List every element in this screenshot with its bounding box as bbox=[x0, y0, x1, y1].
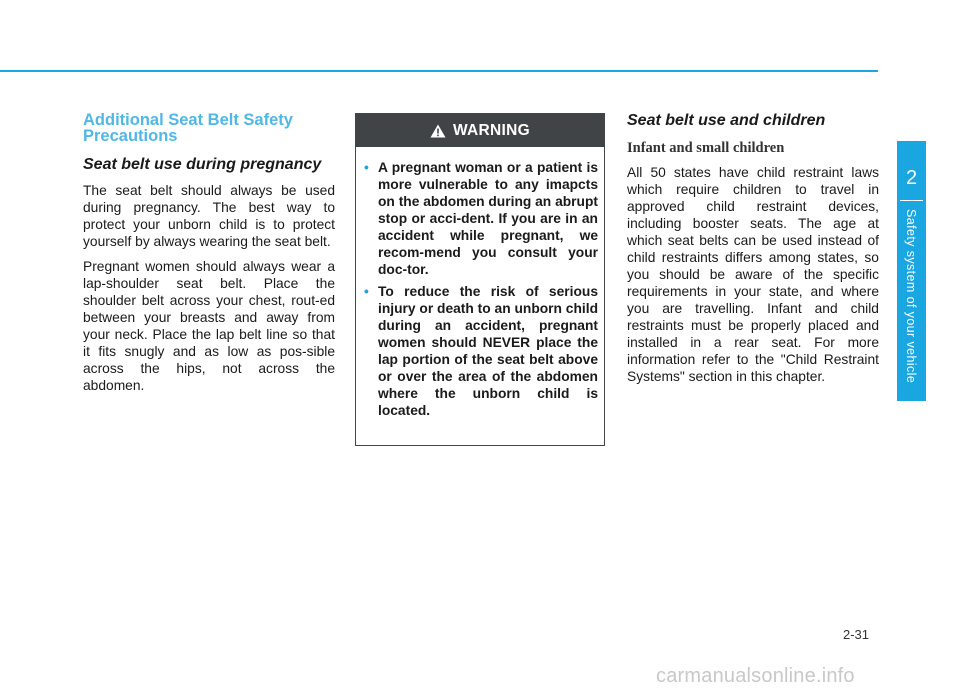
chapter-tab-divider bbox=[900, 200, 923, 201]
warning-label: WARNING bbox=[452, 121, 530, 139]
warning-item-text: A pregnant woman or a patient is more vulnerable to any imapcts on the abdomen during an abrupt stop or acci-dent. If you are in an accident while pregnant, we recom-mend you consult your doc-tor. bbox=[378, 160, 598, 277]
warning-box bbox=[355, 113, 605, 446]
section-title: Additional Seat Belt Safety Precautions bbox=[83, 111, 293, 145]
bullet-icon: • bbox=[364, 284, 369, 299]
children-subheading: Seat belt use and children bbox=[627, 112, 826, 129]
warning-item bbox=[364, 159, 598, 278]
children-paragraph: All 50 states have child restraint laws which require children to travel in approved child restraint devices, including booster seats. The age at which seat belts can be used instead of child restraints differs among states, so you should be aware of the specific requirements in your state, and where you are travelling. Infant and child restraints must be properly placed and installed in a rear seat. For more information refer to the "Child Restraint Systems" section in this chapter. bbox=[627, 165, 879, 384]
warning-item-text: To reduce the risk of serious injury or death to an unborn child during an accident, pregnant women should NEVER place the lap portion of the seat belt above or over the area of the abdomen where the unborn child is located. bbox=[378, 284, 598, 418]
pregnancy-paragraph-1: The seat belt should always be used during pregnancy. The best way to protect your unborn child is to protect yourself by always wearing the seat belt. bbox=[83, 183, 335, 249]
bullet-icon: • bbox=[364, 160, 369, 175]
chapter-side-tab bbox=[897, 141, 926, 401]
warning-list bbox=[356, 147, 604, 419]
warning-triangle-icon bbox=[430, 124, 446, 138]
warning-header bbox=[356, 114, 604, 147]
infant-heading: Infant and small children bbox=[627, 140, 785, 156]
pregnancy-paragraph-2: Pregnant women should always wear a lap-shoulder seat belt. Place the shoulder belt across your chest, rout-ed between your breasts and away from your neck. Place the lap belt line so that it fits snugly and as low as pos-sible across the hips, not across the abdomen. bbox=[83, 259, 335, 393]
page-number: 2-31 bbox=[843, 627, 870, 642]
pregnancy-subheading: Seat belt use during pregnancy bbox=[83, 156, 322, 173]
left-column bbox=[83, 112, 335, 402]
warning-item bbox=[364, 283, 598, 419]
watermark: carmanualsonline.info bbox=[656, 665, 855, 687]
header-rule bbox=[0, 70, 878, 72]
chapter-number: 2 bbox=[905, 167, 918, 189]
right-column bbox=[627, 112, 879, 393]
chapter-title: Safety system of your vehicle bbox=[904, 209, 918, 384]
